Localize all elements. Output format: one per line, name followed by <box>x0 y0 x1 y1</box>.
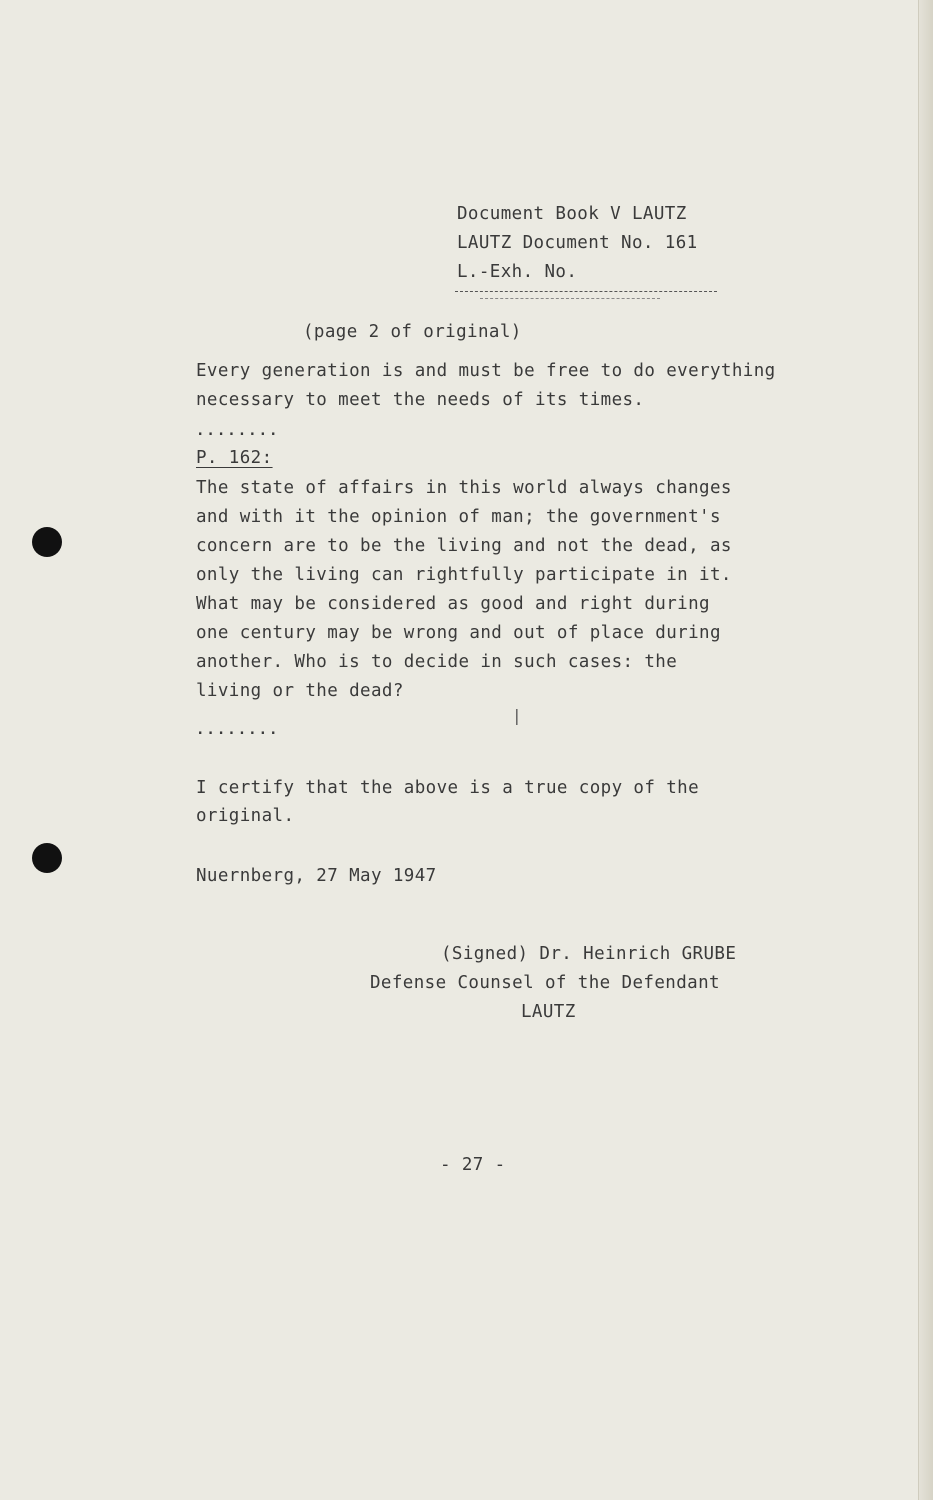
signature-line: (Signed) Dr. Heinrich GRUBE <box>441 944 737 964</box>
header-document-number: LAUTZ Document No. 161 <box>457 233 698 253</box>
passage-line: one century may be wrong and out of place during <box>196 623 721 643</box>
stray-mark: | <box>512 706 523 725</box>
place-date: Nuernberg, 27 May 1947 <box>196 866 437 886</box>
intro-line: necessary to meet the needs of its times. <box>196 390 645 410</box>
punch-hole-bottom <box>32 843 62 873</box>
passage-line: another. Who is to decide in such cases: the <box>196 652 678 672</box>
header-exhibit-number: L.-Exh. No. <box>457 262 578 282</box>
passage-line: The state of affairs in this world always changes <box>196 478 732 498</box>
paper-edge <box>918 0 933 1500</box>
header-document-book: Document Book V LAUTZ <box>457 204 687 224</box>
page-number: - 27 - <box>440 1155 506 1175</box>
signature-title: Defense Counsel of the Defendant <box>370 973 720 993</box>
ellipsis-separator: ........ <box>196 423 280 439</box>
ellipsis-separator: ........ <box>196 722 280 738</box>
signature-defendant: LAUTZ <box>521 1002 576 1022</box>
page-note: (page 2 of original) <box>303 322 522 342</box>
passage-line: only the living can rightfully participate in it. <box>196 565 732 585</box>
header-underline-secondary <box>480 298 660 299</box>
certification-line: I certify that the above is a true copy of the <box>196 778 700 798</box>
header-underline <box>455 291 717 292</box>
passage-line: living or the dead? <box>196 681 404 701</box>
passage-line: What may be considered as good and right during <box>196 594 710 614</box>
punch-hole-top <box>32 527 62 557</box>
passage-line: and with it the opinion of man; the government's <box>196 507 721 527</box>
intro-line: Every generation is and must be free to do everything <box>196 361 776 381</box>
section-reference: P. 162: <box>196 448 273 468</box>
passage-line: concern are to be the living and not the dead, as <box>196 536 732 556</box>
certification-line: original. <box>196 806 295 826</box>
